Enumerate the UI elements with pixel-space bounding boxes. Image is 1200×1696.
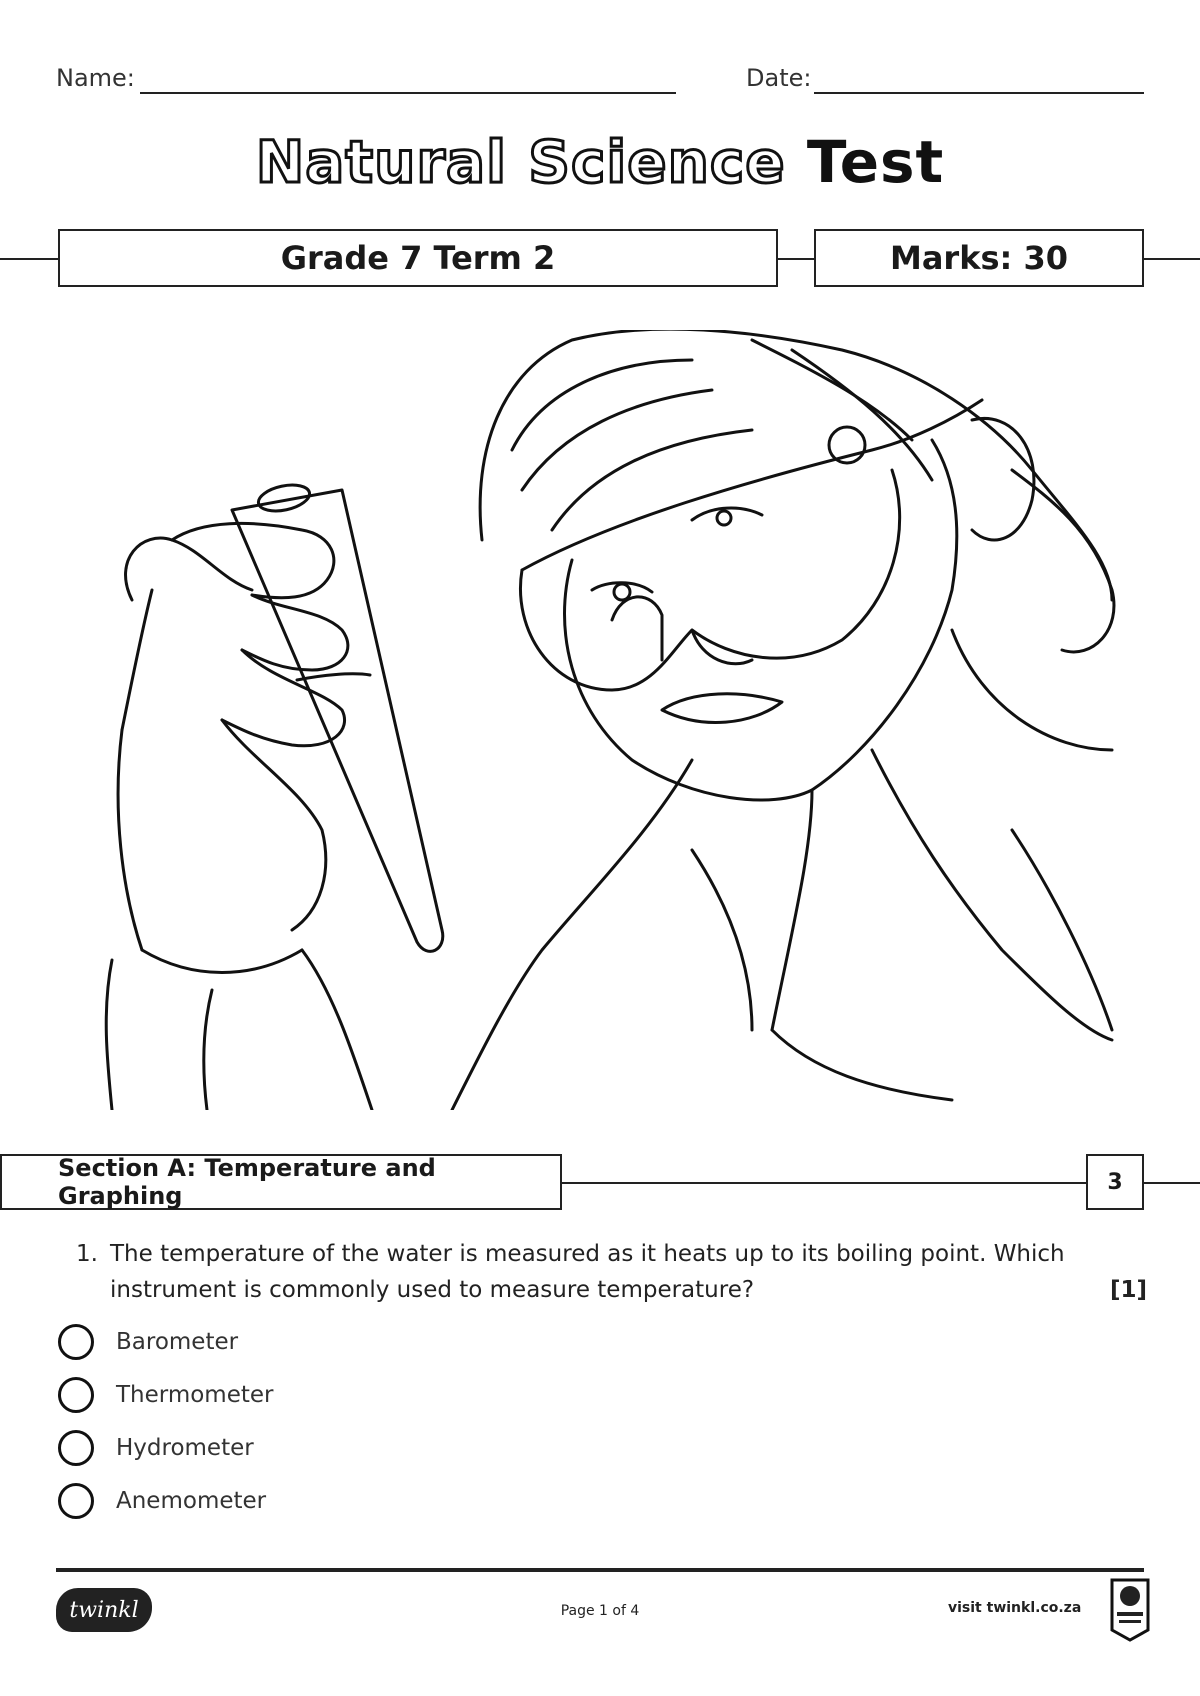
quality-standard-approved-badge-icon <box>1110 1578 1150 1642</box>
name-label: Name: <box>56 64 135 92</box>
option-label: Barometer <box>116 1329 239 1355</box>
question-text-line-2: instrument is commonly used to measure temperature? <box>110 1277 755 1303</box>
page-title <box>0 128 1200 196</box>
title-outlined: Natural Science <box>255 128 786 196</box>
radio-circle-icon[interactable] <box>58 1483 94 1519</box>
question-text-line-1: The temperature of the water is measured as it heats up to its boiling point. Which <box>110 1241 1065 1267</box>
option-label: Hydrometer <box>116 1435 254 1461</box>
scientist-with-test-tube-icon <box>52 330 1148 1110</box>
divider-right <box>1144 258 1200 260</box>
date-field[interactable] <box>814 92 1144 94</box>
title-solid: Test <box>806 128 945 196</box>
scientist-illustration <box>52 330 1148 1110</box>
option-anemometer[interactable] <box>58 1479 274 1523</box>
section-a-marks-box <box>1086 1154 1144 1210</box>
radio-circle-icon[interactable] <box>58 1430 94 1466</box>
page-number: Page 1 of 4 <box>560 1603 640 1619</box>
section-a-marks: 3 <box>1107 1169 1123 1195</box>
visit-link[interactable]: visit twinkl.co.za <box>948 1600 1082 1616</box>
option-label: Thermometer <box>116 1382 274 1408</box>
footer-rule <box>56 1568 1144 1572</box>
section-a-header <box>0 1154 562 1210</box>
answer-options <box>58 1320 274 1523</box>
question-number: 1. <box>76 1241 98 1267</box>
option-label: Anemometer <box>116 1488 267 1514</box>
divider-middle <box>778 258 816 260</box>
divider-left <box>0 258 60 260</box>
radio-circle-icon[interactable] <box>58 1377 94 1413</box>
grade-term-box <box>58 229 778 287</box>
option-thermometer[interactable] <box>58 1373 274 1417</box>
marks-box <box>814 229 1144 287</box>
date-label: Date: <box>746 64 812 92</box>
radio-circle-icon[interactable] <box>58 1324 94 1360</box>
option-barometer[interactable] <box>58 1320 274 1364</box>
grade-term: Grade 7 Term 2 <box>280 239 556 277</box>
name-field[interactable] <box>140 92 676 94</box>
quality-badge-icon <box>1110 1578 1150 1642</box>
option-hydrometer[interactable] <box>58 1426 274 1470</box>
section-a-title: Section A: Temperature and Graphing <box>58 1154 436 1210</box>
total-marks: Marks: 30 <box>889 239 1068 277</box>
question-marks: [1] <box>1110 1277 1148 1303</box>
section-divider-end <box>1144 1182 1200 1184</box>
logo-text: twinkl <box>69 1597 139 1623</box>
section-divider <box>562 1182 1086 1184</box>
